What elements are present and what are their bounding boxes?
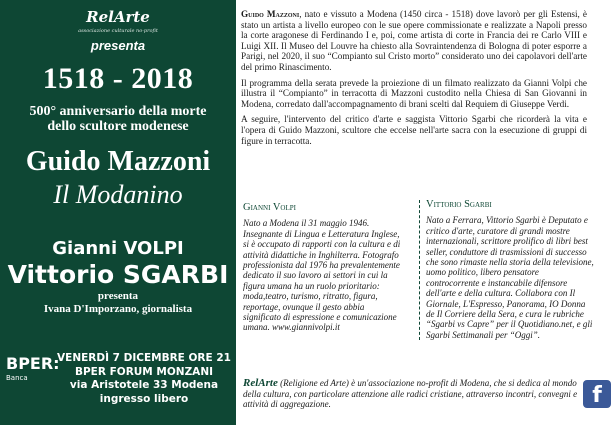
speaker-volpi: Gianni VOLPI: [52, 238, 184, 259]
event-address: via Aristotele 33 Modena: [69, 379, 219, 391]
bper-logo: BPER:: [6, 354, 60, 373]
footer-text: (Religione ed Arte) è un'associazione no-profit di Modena, che si dedica al mondo della cultura, con particolare attenzione alle radici cristiane, attraverso incontri, convegni e attività di aggregazione.: [243, 378, 578, 410]
left-panel: [0, 0, 236, 425]
bio-sgarbi: [419, 200, 594, 340]
anniversary-line-1: 500° anniversario della morte: [29, 104, 207, 119]
presenta-label: presenta: [90, 38, 146, 53]
event-venue: BPER FORUM MONZANI: [74, 365, 214, 378]
intro-name: Guido Mazzoni: [241, 9, 300, 19]
artist-name: Guido Mazzoni: [25, 146, 211, 177]
event-entry: ingresso libero: [99, 392, 189, 405]
presenta-label-2: presenta: [97, 290, 139, 302]
bio-volpi-heading: Gianni Volpi: [243, 202, 296, 213]
anniversary-subtitle: [0, 104, 236, 134]
intro-paragraph-1: [241, 9, 587, 73]
event-details: [56, 352, 232, 406]
relarte-logo: RelArte: [86, 8, 150, 26]
bper-logo-sub: Banca: [6, 374, 28, 382]
intro-p1-text: , nato e vissuto a Modena (1450 circa - 1518) dove lavorò per gli Estensi, è stato un artista a livello europeo con le sue opere commissionate e realizzate a Napoli presso la corte aragonese di Ferdinando I e, poi, come artista di corte in Francia dei re Carlo VIII e Luigi XII. Il Museo del Louvre ha chiesto alla Sovraintendenza di Bologna di poter esporre a Parigi, nel 2020, il suo “Compianto sul Cristo morto” considerato uno dei capolavori dell'arte del primo Rinascimento.: [241, 9, 587, 72]
intro-paragraph-3: A seguire, l'intervento del critico d'arte e saggista Vittorio Sgarbi che ricorderà la vita e l'opera di Guido Mazzoni, scultore che eccelse nell'arte sacra con la esecuzione di gruppi di figure in terracotta.: [241, 114, 587, 146]
bio-volpi: [243, 203, 403, 333]
bio-sgarbi-heading: Vittorio Sgarbi: [426, 199, 492, 210]
footer-association: [243, 378, 579, 410]
years-title: 1518 - 2018: [42, 62, 194, 95]
event-date: VENERDÌ 7 DICEMBRE ORE 21: [57, 352, 231, 364]
footer-logo: RelArte: [243, 377, 278, 389]
bio-sgarbi-text: Nato a Ferrara, Vittorio Sgarbi è Deputato e critico d'arte, curatore di grandi mostre internazionali, scrittore prolifico di libri best seller, conduttore di trasmissioni di successo che sono rimaste nella storia della televisione, uomo politico, libero pensatore controcorrente e instancabile difensore dell'arte e della cultura. Collabora con Il Giornale, L'Espresso, Panorama, IO Donna de Il Corriere della Sera, e cura le rubriche “Sgarbi vs Capre” per il Quotidiano.net, e gli Sgarbi Settimanali per “Oggi”.: [426, 215, 594, 340]
intro-text: [241, 9, 587, 151]
facebook-icon[interactable]: f: [583, 380, 611, 408]
speaker-sgarbi: Vittorio SGARBI: [7, 260, 229, 289]
anniversary-line-2: dello scultore modenese: [47, 119, 189, 134]
bio-volpi-text: Nato a Modena il 31 maggio 1946. Insegnante di Lingua e Letteratura Inglese, si è occupato di rapporti con la cultura e di attività didattiche in Inghilterra. Fotografo professionista dal 1976 ha prevalentemente dedicato il suo lavoro ai settori in cui la figura umana ha un ruolo prioritario: moda,teatro, turismo, ritratto, figura, reportage, ovunque il gesto abbia significato di espressione e comunicazione umana. www.giannivolpi.it: [243, 218, 401, 333]
presenter: Ivana D'Imporzano, giornalista: [43, 303, 193, 315]
logo-subtitle: associazione culturale no-profit: [78, 28, 158, 34]
artist-nickname: Il Modanino: [53, 180, 183, 209]
intro-paragraph-2: Il programma della serata prevede la proiezione di un filmato realizzato da Gianni Volpi che illustra il “Compianto” in terracotta di Mazzoni custodito nella Chiesa di San Giovanni in Modena, corredato dall'accompagnamento di brani scelti dal Requiem di Giuseppe Verdi.: [241, 77, 587, 109]
